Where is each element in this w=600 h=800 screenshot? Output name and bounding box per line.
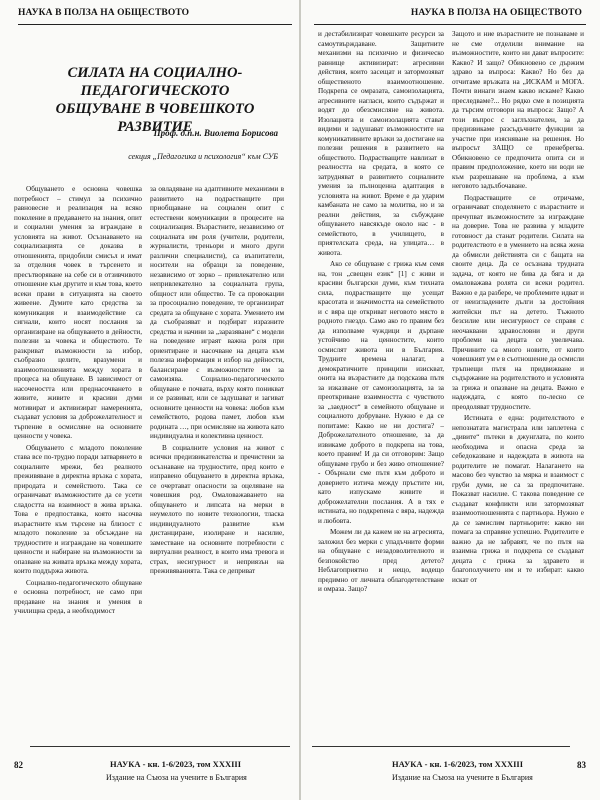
right-page [300,0,600,800]
right-page-column-1 [318,30,444,720]
running-head-left: НАУКА В ПОЛЗА НА ОБЩЕСТВОТО [18,8,190,18]
footer-rule [312,746,570,747]
right-page-column-2 [452,30,584,720]
paragraph: Подрастващите се отричаме, ограничават споделянето с възрастните и пречупват възможностите за изграждане на доверие. Това не развива у младите готовност да станат родители. Силата на родителството е в умението на всяка жена да обмисли действията си с бащата на своите деца. Да се осъзнава трудната задача, от която не бива да бяга и да омаловажава ролята си всеки родител. Важно е да разбере, че проблемите идват и от неизгладените дълги за достойния житейски път на детето. Тъжното безсилие или несигурност се справя с неочаквани здравословни и други проблеми на децата се увеличава. Причините са много новите, от които човешкият ум е в съотношение да осмисли тръпнещи пътя на придвижване и съдържание на родителството и условията за грижа и опазване на децата. Важно е надеждата, с която по-лесно се преодоляват трудностите. [452,193,584,411]
paragraph: и дестабилизират човешките ресурси за самоутвърждаване. Защитните механизми на психично и физическо равнище активизират: агресивни действия, които засещат и затормозяват общественото взаимоотношение. Подкрепа се омразата, самоизолацията, агресивните нагласи, които съдържат и водят до обезсмисляне на живота. Изолацията и самоизолацията стават видими и задушават възможностите на комуникативните връзки за достигане на полезни решения в развитието на обществото. Подрастващите навлизат в реалността на средата, в която се затрудняват в развитието социалните умения за пълноценна адаптация в условията на живот. Време е да ударим камбаната не само за молитва, но и за реални действия, за събуждане общуването навсякъде около нас - в семейството, в училището, в приятелската среда, на улицата… в живота. [318,30,444,257]
page-number: 83 [577,760,586,770]
paragraph: за овладяване на адаптивните механизми в развитието на подрастващите при приобщаване на социален опит с естествени комуникации в процесите на социализация. Възрастните, независимо от социалната им роля (учители, родители, журналисти, треньори и много други различни специалисти), са възпитатели, носители на образци за поведение, независимо от зорко – привлекателно или непривлекателно за социалната група, общност или общество. Те са провокации за просоциално поведение, те организират средата за общуване с хората. Умението им да съобразяват и подбират изразните средства и начини за „заразяване“ с модели на поведение играят важна роля при ориентиране и насочване на децата към полезна информация и избор на дейности, балансиране с възможностите им за самоизява. Социално-педагогическото общуване е почвата, върху която поникват и се развиват, или се задушават и загиват основните ценности на човека: любов към семейството, родова памет, любов към родината …, при осмисляне на живота като индивидуална и колективна ценност. [150,185,284,440]
paragraph: Ако се общуване с грижа към семя на, тон „свещен език“ [1] с живи и красиви български думи, към тихната сила, подрастващите ще усещат красотата и значимостта на семейството и с вяра ще откриват неговото място в родното гнездо. Само ако го правим без да изполваме чуждици и дърпане устойчиво на ценностите, които осмислят живота ни в България. Трудните времена налагат, а демократичните принципи изискват, онита на възрастните да подсказва пътя за изказване от самоизолацията, за за преоткриване взаимността с чувството за „заедност“ в семейното общуване и социалното добруване. Нужно е да се попитаме: Какво не ни достига? – Доброжелателното отношение, за да извикаме доброто в подкрепа на това, което правим! И да си отговорим: Защо общуваме грубо и без живо отношение? - Обърнали сме пътя към доброто и доверието изтича между пръстите ни, като изпускаме живите и доброжелателни послания. А в тях е истината, но подкрепена с вяра, надежда и любовта. [318,260,444,525]
article-author: Проф. д.п.н. Виолета Борисова [153,128,278,138]
paragraph: Защото и ние възрастните не познаваме и не сме отделили внимание на възможностите, които ни дават въпросите: Какво? И защо? Обикновено се държим здраво за въпроса: Какво? Но без да отчитаме връзката на „ИСКАМ и МОГА. Почти винаги знаем какво искаме? Какво преследваме?... Но рядко сме в позицията да търсим отговори на въпроса: Защо? А този въпрос с заглъхнателен, за да предизвикаме разсъдъчните функции за участие при изясняване на решения. Но въпросът ЗАЩО се пренебрегва. Обикновено се предпочита опита си и правим предположение, което ни води не към разрешаване на проблема, а към неговото задълбочаване. [452,30,584,190]
left-page-column-1 [14,185,142,725]
paragraph: В социалните условия на живот с всички предизвикателства и пречистени за осъзнаване на трудностите, пред които е изправено общуването в директна връзка, се очертават опасности за оцеляване на човешкия род. Омаловажаването на общуването и липсата на мерки в неумелото по новите технологии, тласка индивидуалното развитие към дистанциране, изолиране и насилие, заместване на основните потребности с виртуални реалност, в които има тревога и страх, несигурност и неприязън на преживяванията. Така се деприват [150,443,284,575]
author-affiliation: секция „Педагогика и психология“ към СУБ [128,152,278,161]
header-rule [18,24,292,25]
journal-issue: НАУКА - кн. 1-6/2023, том XXXIII [392,759,524,769]
paragraph: Общуването с младото поколение става все по-трудно поради затварянето в социалните мрежи, без реалното преживяване в директна връзка с хората, природата и семейството. Така се ограничават възможностите да се усети сладостта на взаимност в жива връзка. Това е предпоставка, която насочва възрастните към търсене на близост с младото поколение за обсъждане на трудностите и изграждане на човешките ценности и набиране на възможности за опазване на живата връзка между хората, които поддържа живота. [14,443,142,575]
publisher-line: Издание на Съюза на учените в България [392,773,533,782]
article-title: СИЛАТА НА СОЦИАЛНО-ПЕДАГОГИЧЕСКОТО ОБЩУВАНЕ В ЧОВЕШКОТО РАЗВИТИЕ [55,65,255,136]
running-head-right: НАУКА В ПОЛЗА НА ОБЩЕСТВОТО [410,8,582,18]
left-page-column-2 [150,185,284,725]
paragraph: Истината е една: родителството е непознатата магистрала или заплетена с „дивите“ пътеки в джунглата, по които необходима и опасна среда за себедоказване и надеждата в живота на родителите не помагат. Налагането на масово без чувство за мярка и взаимост с груби думи, не са за предпочитане. Показват насилие. С такова поведение се създават конфликти или затормозяват взаимоотношенията с партньора. Нужно е да се замислим партньорите: какво ни помага за справяне успешно. Родителите е важно да не забравят, че по пътя на взаимна грижа и подкрепа се създават децата с грижа за здравето и благополучието им и те избират: какво искат от [452,414,584,584]
paragraph: Общуването е основна човешка потребност – стимул за психично равновесие и реализация на всяко поколение в предаването на знания, опит и социални умения за вграждане в условията на живот. Осъзнаването на социализацията се доказва в отношенията, придобили смисъл и имат за отделния човек в търсенето и пресътворяване на себе си в отзивчивото отношение към другите и към това, което всеки прави в ситуацията на своето живеене. Думите като средства за комуникация и взаимодействие са сигнали, които носят послания за организиране на общуването в дейности, полезни за човека и обществото. Те разкриват възможности за избор, съобразно целите, вразумени и взаимоотношенията между хората в процеса на общуване. В зависимост от насочеността или преднасочването в живите, живите и красиви думи мотивират и активизират намеренията, създават условия за доброжелателност и търпение в осмисляне на основните ценности у човека. [14,185,142,440]
footer-rule [30,746,290,747]
paragraph: Социално-педагогическото общуване е основна потребност, не само при предаване на знания и умения в училищна среда, а необходимост [14,578,142,615]
page-number: 82 [14,760,23,770]
header-rule [314,24,586,25]
paragraph: Можем ли да кажем не на агресията, заложил без мерки с упадъчните форми на общуване с незадоволителното и безпокойство пред детето? Неблагоприятно и нещо, водещо предимно от личната облагодетелстване и омраза. Защо? [318,528,444,593]
publisher-line: Издание на Съюза на учените в България [106,773,247,782]
journal-issue: НАУКА - кн. 1-6/2023, том XXXIII [110,759,242,769]
